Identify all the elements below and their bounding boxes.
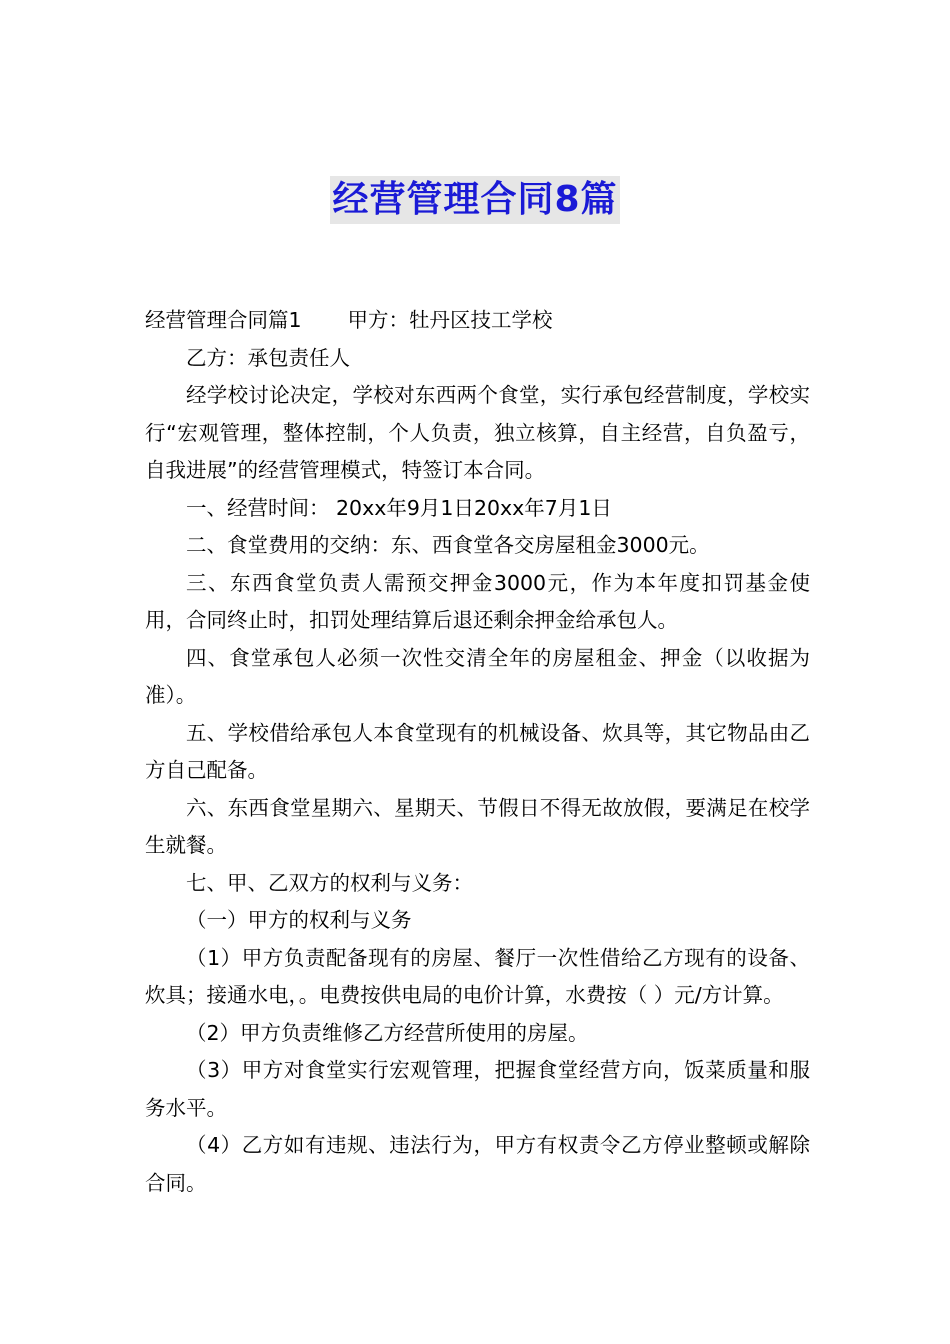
paragraph: 一、经营时间： 20xx年9月1日20xx年7月1日 [186, 495, 612, 520]
paragraph: （1）甲方负责配备现有的房屋、餐厅一次性借给乙方现有的设备、炊具；接通水电，。电费按供电局的电价计算，水费按（ ）元/方计算。 [145, 945, 810, 1007]
paragraph: 七、甲、乙双方的权利与义务： [186, 870, 473, 895]
paragraph: 四、食堂承包人必须一次性交清全年的房屋租金、押金（以收据为准）。 [145, 645, 810, 707]
section-heading: 经营管理合同篇1 [145, 308, 302, 332]
paragraph: （4）乙方如有违规、违法行为，甲方有权责令乙方停业整顿或解除合同。 [145, 1133, 810, 1195]
paragraph: 经学校讨论决定，学校对东西两个食堂，实行承包经营制度，学校实行“宏观管理，整体控制，个人负责，独立核算，自主经营，自负盈亏，自我进展”的经营管理模式，特签订本合同。 [145, 383, 810, 482]
paragraph: 三、东西食堂负责人需预交押金3000元，作为本年度扣罚基金使用，合同终止时，扣罚处理结算后退还剩余押金给承包人。 [145, 570, 810, 632]
paragraph: 六、东西食堂星期六、星期天、节假日不得无故放假，要满足在校学生就餐。 [145, 795, 810, 857]
paragraph: 二、食堂费用的交纳：东、西食堂各交房屋租金3000元。 [186, 533, 710, 557]
paragraph: （2）甲方负责维修乙方经营所使用的房屋。 [186, 1020, 589, 1045]
paragraph: （一）甲方的权利与义务 [186, 908, 412, 932]
paragraph: 乙方：承包责任人 [186, 345, 350, 370]
document-title: 经营管理合同8篇 [330, 176, 619, 224]
document-body [145, 302, 810, 1202]
first-line [145, 302, 810, 340]
party-a-line: 甲方：牡丹区技工学校 [347, 308, 553, 332]
paragraph: （3）甲方对食堂实行宏观管理，把握食堂经营方向，饭菜质量和服务水平。 [145, 1058, 810, 1120]
paragraph: 五、学校借给承包人本食堂现有的机械设备、炊具等，其它物品由乙方自己配备。 [145, 720, 810, 782]
title-container [0, 176, 950, 224]
